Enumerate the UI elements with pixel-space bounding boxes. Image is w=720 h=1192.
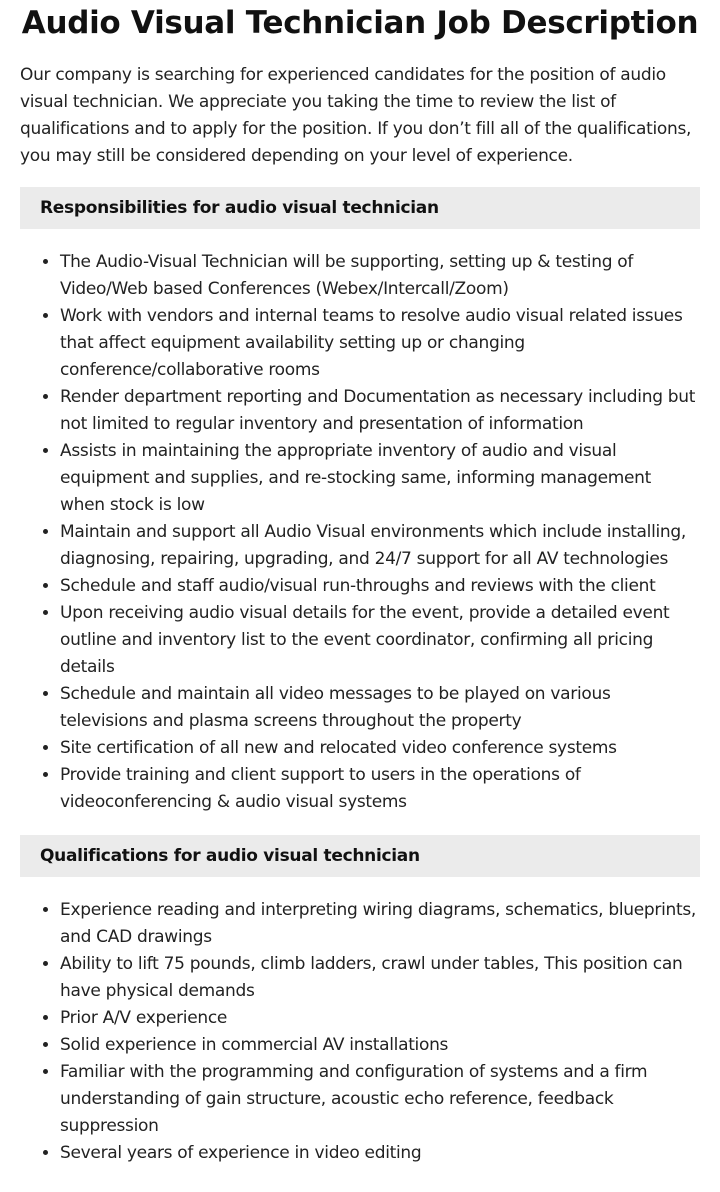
responsibilities-list xyxy=(20,249,700,816)
responsibility-item: • Work with vendors and internal teams to resolve audio visual related issues that affect equipment availability setting up or changing conference/collaborative rooms xyxy=(60,303,700,384)
qualification-item: • Familiar with the programming and configuration of systems and a firm understanding of gain structure, acoustic echo reference, feedback suppression xyxy=(60,1059,700,1140)
qualification-item: • Prior A/V experience xyxy=(60,1005,700,1032)
responsibility-item: • The Audio-Visual Technician will be supporting, setting up & testing of Video/Web based Conferences (Webex/Intercall/Zoom) xyxy=(60,249,700,303)
responsibility-item: • Upon receiving audio visual details for the event, provide a detailed event outline and inventory list to the event coordinator, confirming all pricing details xyxy=(60,600,700,681)
responsibility-item: • Assists in maintaining the appropriate inventory of audio and visual equipment and supplies, and re-stocking same, informing management when stock is low xyxy=(60,438,700,519)
responsibility-item: • Maintain and support all Audio Visual environments which include installing, diagnosing, repairing, upgrading, and 24/7 support for all AV technologies xyxy=(60,519,700,573)
intro-paragraph: Our company is searching for experienced candidates for the position of audio visual technician. We appreciate you taking the time to review the list of qualifications and to apply for the position. If you don’t fill all of the qualifications, you may still be considered depending on your level of experience. xyxy=(20,65,692,166)
responsibility-item: • Render department reporting and Documentation as necessary including but not limited to regular inventory and presentation of information xyxy=(60,384,700,438)
qualification-item: • Solid experience in commercial AV installations xyxy=(60,1032,700,1059)
qualification-item: • Several years of experience in video editing xyxy=(60,1140,700,1167)
responsibility-item: • Site certification of all new and relocated video conference systems xyxy=(60,735,700,762)
responsibility-item: • Schedule and maintain all video messages to be played on various televisions and plasma screens throughout the property xyxy=(60,681,700,735)
qualification-item: • Experience reading and interpreting wiring diagrams, schematics, blueprints, and CAD drawings xyxy=(60,897,700,951)
responsibilities-heading: Responsibilities for audio visual technician xyxy=(20,187,700,229)
responsibility-item: • Provide training and client support to users in the operations of videoconferencing & audio visual systems xyxy=(60,762,700,816)
responsibility-item: • Schedule and staff audio/visual run-throughs and reviews with the client xyxy=(60,573,700,600)
qualifications-heading: Qualifications for audio visual technician xyxy=(20,835,700,877)
page-title: Audio Visual Technician Job Description xyxy=(21,5,699,41)
qualification-item: • Ability to lift 75 pounds, climb ladders, crawl under tables, This position can have physical demands xyxy=(60,951,700,1005)
qualifications-list xyxy=(20,897,700,1167)
